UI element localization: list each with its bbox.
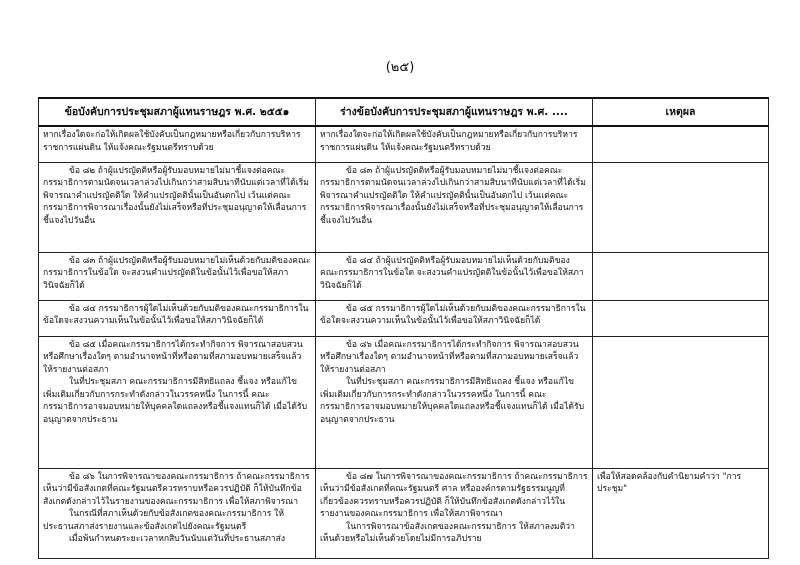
paragraph: ข้อ ๘๖ ในการพิจารณาของคณะกรรมาธิการ ถ้าคณะกรรมาธิการเห็นว่ามีข้อสังเกตที่คณะรัฐมนตรีควรทราบหรือควรปฏิบัติ ก็ให้บันทึกข้อสังเกตดังกล่าวไว้ในรายงานของคณะกรรมาธิการ เพื่อให้สภาพิจารณา <box>43 471 310 507</box>
paragraph: ในกรณีที่สภาเห็นด้วยกับข้อสังเกตของคณะกรรมาธิการ ให้ประธานสภาส่งรายงานและข้อสังเกตไปยังคณะรัฐมนตรี <box>43 509 285 532</box>
paragraph: ข้อ ๘๒ ถ้าผู้แปรญัตติหรือผู้รับมอบหมายไม่มาชี้แจงต่อคณะกรรมาธิการตามนัดจนเวลาล่วงไปเกินกว่าสามสิบนาทีนับแต่เวลาที่ได้เริ่มพิจารณาคำแปรญัตติใด ให้คำแปรญัตตินั้นเป็นอันตกไป เว้นแต่คณะกรรมาธิการพิจารณาเรื่องนั้นยังไม่เสร็จหรือที่ประชุมอนุญาตให้เลื่อนการชี้แจงไปวันอื่น <box>43 165 309 226</box>
paragraph: ข้อ ๘๕ กรรมาธิการผู้ใดไม่เห็นด้วยกับมติของคณะกรรมาธิการในข้อใดจะสงวนความเห็นในข้อนั้นไว้เพื่อขอให้สภาวินิจฉัยก็ได้ <box>320 303 586 327</box>
paragraph: ข้อ ๘๔ ถ้าผู้แปรญัตติหรือผู้รับมอบหมายไม่เห็นด้วยกับมติของคณะกรรมาธิการในข้อใด จะสงวนคำแปรญัตติในข้อนั้นไว้เพื่อขอให้สภาวินิจฉัยก็ได้ <box>320 255 584 291</box>
draft-regulation-cell <box>316 468 593 558</box>
table-row <box>39 126 769 162</box>
table-header-row <box>39 98 769 126</box>
current-regulation-cell <box>39 126 316 162</box>
paragraph: ข้อ ๘๕ เมื่อคณะกรรมาธิการได้กระทำกิจการ พิจารณาสอบสวน หรือศึกษาเรื่องใดๆ ตามอำนาจหน้าที่หรือตามที่สภามอบหมายเสร็จแล้วให้รายงานต่อสภา <box>43 339 303 375</box>
draft-regulation-cell <box>316 126 593 162</box>
reason-cell <box>593 252 769 300</box>
table-row <box>39 300 769 336</box>
table-row <box>39 468 769 558</box>
current-regulation-cell <box>39 300 316 336</box>
header-draft-regulation: ร่างข้อบังคับการประชุมสภาผู้แทนราษฎร พ.ศ. .... <box>316 98 593 126</box>
current-regulation-cell <box>39 468 316 558</box>
reason-cell <box>593 300 769 336</box>
reason-cell <box>593 336 769 468</box>
paragraph: ในการพิจารณาข้อสังเกตของคณะกรรมาธิการ ให้สภาลงมติว่าเห็นด้วยหรือไม่เห็นด้วยโดยไม่มีการอภิปราย <box>320 521 575 545</box>
paragraph: ข้อ ๘๔ กรรมาธิการผู้ใดไม่เห็นด้วยกับมติของคณะกรรมาธิการในข้อใดจะสงวนความเห็นในข้อนั้นไว้เพื่อขอให้สภาวินิจฉัยก็ได้ <box>43 303 309 327</box>
paragraph: ข้อ ๘๓ ถ้าผู้แปรญัตติหรือผู้รับมอบหมายไม่เห็นด้วยกับมติของคณะกรรมาธิการในข้อใด จะสงวนคำแปรญัตติในข้อนั้นไว้เพื่อขอให้สภาวินิจฉัยก็ได้ <box>43 255 311 291</box>
header-reason: เหตุผล <box>593 98 769 126</box>
table-row <box>39 162 769 252</box>
draft-regulation-cell <box>316 252 593 300</box>
reason-cell <box>593 126 769 162</box>
page-number: (๒๕) <box>385 60 415 75</box>
paragraph: ในที่ประชุมสภา คณะกรรมาธิการมีสิทธิแถลง ชี้แจง หรือแก้ไขเพิ่มเติมเกี่ยวกับการกระทำดังกล่าวในวรรคหนึ่ง ในการนี้ คณะกรรมาธิการอาจมอบหมายให้บุคคลใดแถลงหรือชี้แจงแทนก็ได้ เมื่อได้รับอนุญาตจากประธาน <box>43 377 308 426</box>
paragraph: เมื่อพ้นกำหนดระยะเวลาหกสิบวันนับแต่วันที่ประธานสภาส่ง <box>69 534 286 545</box>
table-row <box>39 336 769 468</box>
reason-text: เพื่อให้สอดคล้องกับคำนิยามคำว่า "การประชุม" <box>597 471 742 495</box>
header-current-regulation: ข้อบังคับการประชุมสภาผู้แทนราษฎร พ.ศ. ๒๕๕๑ <box>39 98 316 126</box>
current-regulation-cell <box>39 162 316 252</box>
paragraph: ข้อ ๘๖ เมื่อคณะกรรมาธิการได้กระทำกิจการ พิจารณาสอบสวน หรือศึกษาเรื่องใดๆ ตามอำนาจหน้าที่หรือตามที่สภามอบหมายเสร็จแล้วให้รายงานต่อสภา <box>320 339 579 375</box>
draft-regulation-cell <box>316 300 593 336</box>
paragraph: หากเรื่องใดจะก่อให้เกิดผลใช้บังคับเป็นกฎหมายหรือเกี่ยวกับการบริหาร ราชการแผ่นดิน ให้แจ้งคณะรัฐมนตรีทราบด้วย <box>43 130 301 153</box>
paragraph: ข้อ ๘๗ ในการพิจารณาของคณะกรรมาธิการ ถ้าคณะกรรมาธิการเห็นว่ามีข้อสังเกตที่คณะรัฐมนตรี ศาล หรือองค์กรตามรัฐธรรมนูญที่เกี่ยวข้องควรทราบหรือควรปฏิบัติ ก็ให้บันทึกข้อสังเกตดังกล่าวไว้ในรายงานของคณะกรรมาธิการ เพื่อให้สภาพิจารณา <box>320 471 588 520</box>
comparison-table <box>38 97 769 559</box>
draft-regulation-cell <box>316 336 593 468</box>
paragraph: หากเรื่องใดจะก่อให้เกิดผลใช้บังคับเป็นกฎหมายหรือเกี่ยวกับการบริหาร ราชการแผ่นดิน ให้แจ้งคณะรัฐมนตรีทราบด้วย <box>320 130 578 153</box>
paragraph: ข้อ ๘๓ ถ้าผู้แปรญัตติหรือผู้รับมอบหมายไม่มาชี้แจงต่อคณะกรรมาธิการตามนัดจนเวลาล่วงไปเกินกว่าสามสิบนาทีนับแต่เวลาที่ได้เริ่มพิจารณาคำแปรญัตติใด ให้คำแปรญัตตินั้นเป็นอันตกไป เว้นแต่คณะกรรมาธิการพิจารณาเรื่องนั้นยังไม่เสร็จหรือที่ประชุมอนุญาตให้เลื่อนการชี้แจงไปวันอื่น <box>320 165 586 226</box>
paragraph: ในที่ประชุมสภา คณะกรรมาธิการมีสิทธิแถลง ชี้แจง หรือแก้ไขเพิ่มเติมเกี่ยวกับการกระทำดังกล่าวในวรรคหนึ่ง ในการนี้ คณะกรรมาธิการอาจมอบหมายให้บุคคลใดแถลงหรือชี้แจงแทนก็ได้ เมื่อได้รับอนุญาตจากประธาน <box>320 377 585 426</box>
reason-cell <box>593 162 769 252</box>
reason-cell <box>593 468 769 558</box>
current-regulation-cell <box>39 252 316 300</box>
table-row <box>39 252 769 300</box>
draft-regulation-cell <box>316 162 593 252</box>
current-regulation-cell <box>39 336 316 468</box>
